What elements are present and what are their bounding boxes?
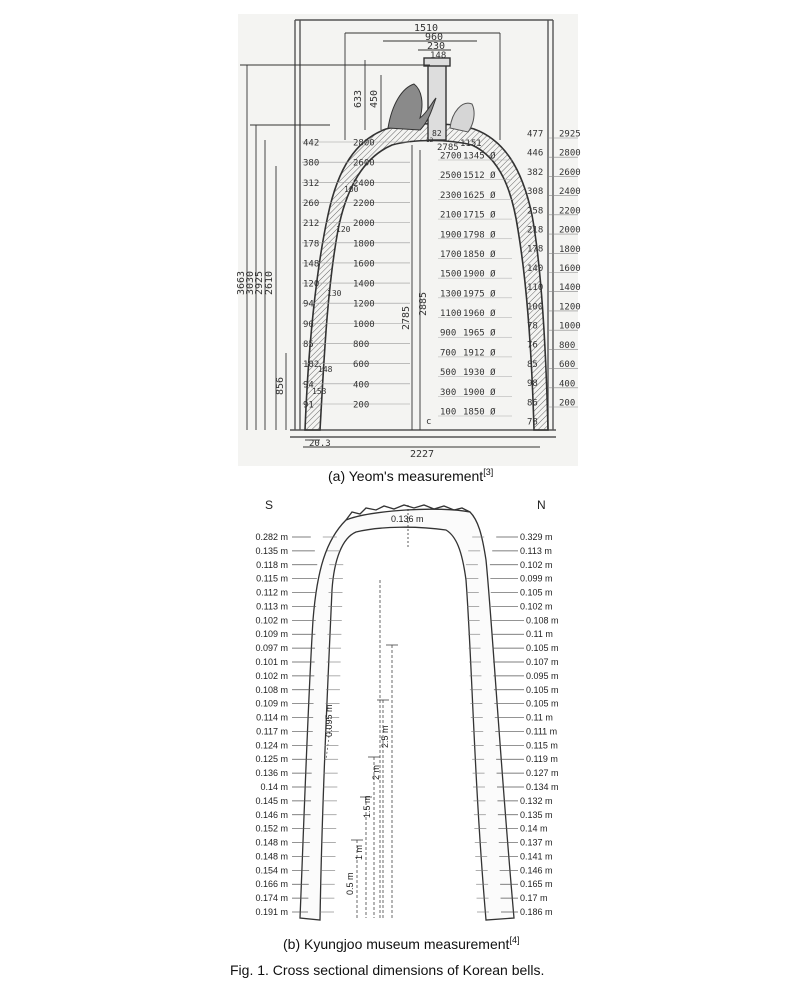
south-thickness: 0.282 m (255, 532, 288, 542)
dim-1151: 1151 (460, 139, 482, 149)
dim-2925: 2925 (254, 270, 265, 295)
left-outer-thickness: 120 (303, 279, 320, 290)
left-outer-thickness: 91 (303, 400, 314, 411)
left-inner-thickness: 130 (327, 289, 342, 298)
inner-height-label: 2 m (371, 764, 381, 780)
right-height-scale: 1800 (559, 244, 581, 255)
right-height: 2300 (440, 190, 462, 201)
right-height-scale: 1400 (559, 283, 581, 294)
south-thickness: 0.154 m (255, 865, 288, 876)
right-thickness: 78 (527, 417, 538, 428)
side-label-n: N (537, 498, 546, 512)
south-thickness: 0.101 m (255, 657, 288, 667)
inner-0095: 0.095 m (324, 704, 334, 737)
right-thickness: 140 (527, 263, 544, 274)
south-thickness: 0.146 m (255, 809, 288, 820)
dim-bottom-thickness: 20.3 (309, 439, 331, 449)
left-outer-thickness: 94 (303, 380, 314, 391)
right-height-scale: 400 (559, 379, 576, 390)
left-outer-thickness: 442 (303, 138, 320, 149)
right-height-scale: 2400 (559, 187, 581, 198)
right-thickness: 218 (527, 225, 544, 236)
dim-856: 856 (275, 376, 286, 395)
right-thickness: 86 (527, 398, 538, 409)
north-thickness: 0.11 m (526, 712, 553, 723)
right-thickness: 85 (527, 359, 538, 370)
inner-height-label: 1 m (354, 844, 364, 860)
north-thickness: 0.127 m (526, 768, 559, 779)
mark-c: c (426, 417, 432, 427)
left-height-2600: 2600 (353, 158, 375, 169)
panel-a-caption: (a) Yeom's measurement[3] (328, 467, 494, 484)
north-thickness: 0.115 m (526, 740, 558, 751)
right-height-scale: 2200 (559, 206, 581, 217)
right-diameter: 1512 Ø (463, 171, 496, 182)
south-thickness: 0.109 m (255, 698, 288, 709)
dim-960: 960 (425, 32, 444, 43)
right-height: 2500 (440, 171, 462, 182)
dim-2885-vertical: 2885 (418, 291, 429, 316)
right-height-scale: 2600 (559, 167, 581, 178)
right-diameter: 1960 Ø (463, 309, 496, 320)
right-height: 700 (440, 348, 457, 359)
right-height-scale: 2000 (559, 225, 581, 236)
left-inner-thickness: 100 (344, 185, 359, 194)
right-height-scale: 1200 (559, 302, 581, 313)
right-diameter: 1912 Ø (463, 348, 496, 359)
panel-b-kyungjoo-drawing (255, 498, 558, 952)
south-thickness: 0.148 m (255, 851, 288, 862)
left-outer-thickness: 90 (303, 319, 314, 330)
inner-height-label: 1.5 m (362, 795, 372, 818)
south-thickness: 0.174 m (255, 893, 288, 904)
north-thickness: 0.14 m (520, 823, 548, 834)
dim-148: 148 (430, 51, 447, 61)
north-thickness: 0.141 m (520, 851, 553, 862)
right-diameter: 1345 Ø (463, 151, 496, 162)
south-thickness: 0.102 m (255, 615, 288, 626)
right-height-scale: 1000 (559, 321, 581, 332)
dim-3030: 3030 (245, 270, 256, 295)
dim-633: 633 (353, 89, 364, 108)
north-thickness: 0.102 m (520, 559, 553, 570)
inner-height-label: 0.5 m (345, 872, 355, 895)
left-outer-thickness: 212 (303, 219, 320, 230)
south-thickness: 0.117 m (256, 726, 288, 737)
north-thickness: 0.165 m (520, 879, 553, 890)
right-height-scale: 2925 (559, 129, 581, 140)
dim-2610: 2610 (264, 270, 275, 295)
right-height: 100 (440, 407, 457, 418)
north-thickness: 0.132 m (520, 795, 553, 806)
dim-2785-right: 2785 (437, 143, 459, 153)
right-thickness: 100 (527, 302, 544, 313)
right-height-scale: 200 (559, 398, 576, 409)
right-thickness: 382 (527, 167, 544, 178)
left-height-1600: 1600 (353, 259, 375, 270)
right-height: 1500 (440, 269, 462, 280)
left-outer-thickness: 102 (303, 360, 320, 371)
dim-450: 450 (369, 89, 380, 108)
right-diameter: 1850 Ø (463, 249, 496, 260)
left-outer-thickness: 148 (303, 259, 320, 270)
right-height: 900 (440, 328, 457, 339)
north-thickness: 0.113 m (520, 545, 552, 556)
left-inner-thickness: 120 (336, 225, 351, 234)
panel-b-caption: (b) Kyungjoo museum measurement[4] (283, 935, 520, 952)
inner-height-label: 2.5 m (380, 725, 390, 748)
north-thickness: 0.105 m (526, 643, 559, 654)
north-thickness: 0.134 m (526, 782, 559, 792)
figure-caption: Fig. 1. Cross sectional dimensions of Korean bells. (230, 962, 545, 978)
left-outer-thickness: 85 (303, 340, 314, 351)
left-height-200: 200 (353, 400, 370, 411)
bell-a-canon (424, 58, 450, 140)
crown-thickness: 0.136 m (391, 514, 424, 524)
mark-12: 12 (426, 137, 434, 144)
south-thickness: 0.115 m (256, 573, 288, 584)
south-thickness: 0.135 m (255, 545, 288, 556)
north-thickness: 0.102 m (520, 601, 553, 612)
north-thickness: 0.17 m (520, 893, 548, 904)
south-thickness: 0.114 m (256, 712, 288, 723)
south-thickness: 0.125 m (255, 754, 288, 765)
left-height-1400: 1400 (353, 279, 375, 290)
right-height-scale: 800 (559, 340, 576, 351)
right-height: 500 (440, 368, 457, 379)
right-height: 2100 (440, 210, 462, 221)
north-thickness: 0.11 m (526, 629, 553, 640)
mark-82: 82 (432, 129, 442, 138)
right-height: 1900 (440, 230, 462, 241)
right-height-scale: 2800 (559, 148, 581, 159)
south-thickness: 0.102 m (255, 670, 288, 681)
right-thickness: 76 (527, 340, 538, 351)
panel-b-inner-height-dims (326, 580, 398, 918)
north-thickness: 0.105 m (520, 587, 553, 598)
right-height: 300 (440, 387, 457, 398)
right-height: 1700 (440, 249, 462, 260)
left-height-1200: 1200 (353, 299, 375, 310)
right-diameter: 1625 Ø (463, 190, 496, 201)
left-height-2400: 2400 (353, 178, 375, 189)
left-outer-thickness: 94 (303, 299, 314, 310)
south-thickness: 0.145 m (255, 795, 288, 806)
right-thickness: 477 (527, 129, 544, 140)
left-outer-thickness: 178 (303, 239, 320, 250)
south-thickness: 0.097 m (255, 643, 288, 654)
north-thickness: 0.135 m (520, 809, 553, 820)
right-diameter: 1900 Ø (463, 269, 496, 280)
south-thickness: 0.166 m (255, 879, 288, 890)
dim-1510: 1510 (414, 23, 439, 34)
north-thickness: 0.105 m (526, 698, 559, 709)
right-thickness: 178 (527, 244, 544, 255)
dim-3663: 3663 (236, 270, 247, 295)
south-thickness: 0.124 m (255, 740, 288, 751)
north-thickness: 0.186 m (520, 907, 553, 917)
left-height-2000: 2000 (353, 219, 375, 230)
right-diameter: 1798 Ø (463, 230, 496, 241)
right-thickness: 446 (527, 148, 544, 159)
right-diameter: 1900 Ø (463, 387, 496, 398)
north-thickness: 0.095 m (526, 670, 559, 681)
north-thickness: 0.105 m (526, 684, 559, 695)
south-thickness: 0.109 m (255, 629, 288, 640)
left-height-1000: 1000 (353, 319, 375, 330)
right-diameter: 1930 Ø (463, 368, 496, 379)
right-height: 1300 (440, 289, 462, 300)
north-thickness: 0.137 m (520, 837, 553, 848)
right-diameter: 1965 Ø (463, 328, 496, 339)
south-thickness: 0.152 m (255, 823, 288, 834)
right-diameter: 1975 Ø (463, 289, 496, 300)
north-thickness: 0.108 m (526, 615, 559, 626)
south-thickness: 0.191 m (255, 907, 288, 917)
left-outer-thickness: 312 (303, 178, 320, 189)
left-height-1800: 1800 (353, 239, 375, 250)
right-thickness: 98 (527, 379, 538, 390)
left-height-400: 400 (353, 380, 370, 391)
south-thickness: 0.148 m (255, 837, 288, 848)
left-height-800: 800 (353, 340, 370, 351)
left-outer-thickness: 260 (303, 198, 320, 209)
south-thickness: 0.112 m (256, 587, 288, 598)
north-thickness: 0.107 m (526, 657, 559, 667)
south-thickness: 0.14 m (260, 782, 288, 792)
left-height-2200: 2200 (353, 198, 375, 209)
dim-bottom-diameter: 2227 (410, 449, 435, 460)
north-thickness: 0.119 m (526, 754, 558, 765)
south-thickness: 0.113 m (256, 601, 288, 612)
north-thickness: 0.099 m (520, 573, 553, 584)
left-inner-thickness: 153 (312, 387, 327, 396)
south-thickness: 0.118 m (256, 559, 288, 570)
right-height: 1100 (440, 309, 462, 320)
dim-2785-vertical: 2785 (401, 305, 412, 330)
right-thickness: 258 (527, 206, 544, 217)
left-height-600: 600 (353, 360, 370, 371)
north-thickness: 0.111 m (526, 726, 558, 737)
south-thickness: 0.108 m (255, 684, 288, 695)
right-thickness: 78 (527, 321, 538, 332)
left-outer-thickness: 380 (303, 158, 320, 169)
left-inner-thickness: 148 (318, 365, 333, 374)
panel-a-yeom-drawing (236, 14, 581, 484)
south-thickness: 0.136 m (255, 768, 288, 779)
right-height: 2700 (440, 151, 462, 162)
north-thickness: 0.329 m (520, 532, 553, 542)
north-thickness: 0.146 m (520, 865, 553, 876)
dim-230: 230 (427, 41, 446, 52)
right-thickness: 308 (527, 187, 544, 198)
right-height-scale: 600 (559, 360, 576, 371)
right-thickness: 110 (527, 283, 544, 294)
right-height-scale: 1600 (559, 264, 581, 274)
left-height-2800: 2800 (353, 138, 375, 149)
right-diameter: 1850 Ø (463, 407, 496, 418)
right-diameter: 1715 Ø (463, 210, 496, 221)
side-label-s: S (265, 498, 274, 512)
